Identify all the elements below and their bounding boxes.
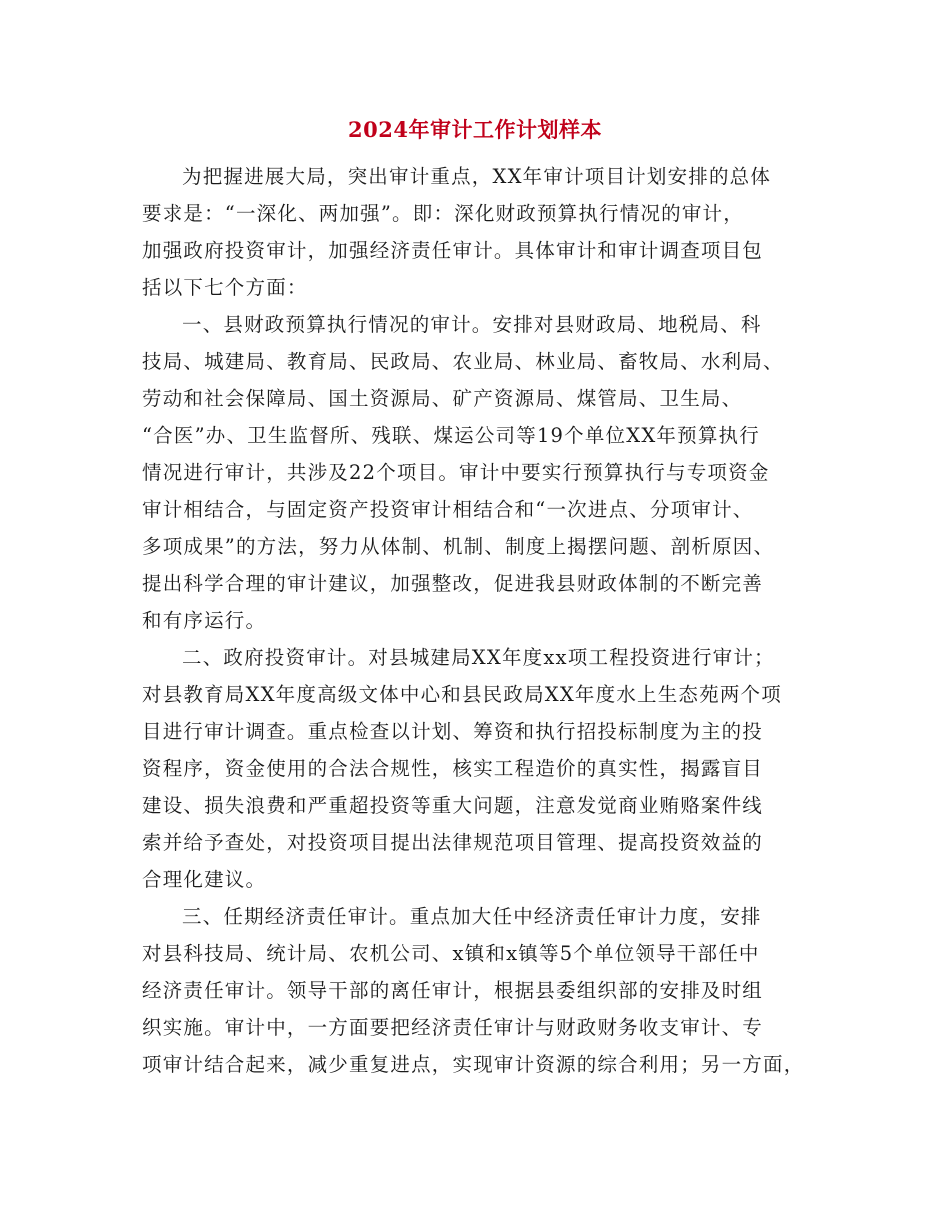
paragraph-line: 审计相结合，与固定资产投资审计相结合和“一次进点、分项审计、 [142, 498, 754, 521]
paragraph-line: 和有序运行。 [142, 609, 267, 632]
paragraph-line: 资程序，资金使用的合法合规性，核实工程造价的真实性，揭露盲目 [142, 757, 764, 780]
paragraph-line: 索并给予查处，对投资项目提出法律规范项目管理、提高投资效益的 [142, 831, 764, 854]
paragraph-line: 对县科技局、统计局、农机公司、x镇和x镇等5个单位领导干部任中 [142, 942, 760, 965]
document-title: 2024年审计工作计划样本 [348, 117, 602, 142]
paragraph-line: 技局、城建局、教育局、民政局、农业局、林业局、畜牧局、水利局、 [142, 350, 784, 373]
paragraph-first-line: 一、县财政预算执行情况的审计。安排对县财政局、地税局、科 [182, 313, 762, 336]
paragraph-line: 目进行审计调查。重点检查以计划、筹资和执行招投标制度为主的投 [142, 720, 764, 743]
paragraph-line: 建设、损失浪费和严重超投资等重大问题，注意发觉商业贿赂案件线 [142, 794, 764, 817]
paragraph-line: 织实施。审计中，一方面要把经济责任审计与财政财务收支审计、专 [142, 1016, 764, 1039]
paragraph-line: 括以下七个方面： [142, 276, 308, 299]
paragraph-first-line: 三、任期经济责任审计。重点加大任中经济责任审计力度，安排 [182, 905, 762, 928]
paragraph-line: 劳动和社会保障局、国土资源局、矿产资源局、煤管局、卫生局、 [142, 387, 743, 410]
paragraph-line: 提出科学合理的审计建议，加强整改，促进我县财政体制的不断完善 [142, 572, 764, 595]
paragraph-first-line: 为把握进展大局，突出审计重点，XX年审计项目计划安排的总体 [182, 165, 772, 188]
document-body [142, 158, 822, 1083]
paragraph-line: 情况进行审计，共涉及22个项目。审计中要实行预算执行与专项资金 [142, 461, 770, 484]
paragraph-line: 项审计结合起来，减少重复进点，实现审计资源的综合利用；另一方面， [142, 1053, 805, 1076]
paragraph-first-line: 二、政府投资审计。对县城建局XX年度xx项工程投资进行审计； [182, 646, 775, 669]
paragraph-line: 要求是：“一深化、两加强”。即：深化财政预算执行情况的审计， [142, 202, 744, 225]
paragraph-line: 加强政府投资审计，加强经济责任审计。具体审计和审计调查项目包 [142, 239, 764, 262]
paragraph-line: “合医”办、卫生监督所、残联、煤运公司等19个单位XX年预算执行 [142, 424, 760, 447]
paragraph-line: 多项成果”的方法，努力从体制、机制、制度上揭摆问题、剖析原因、 [142, 535, 775, 558]
paragraph-line: 经济责任审计。领导干部的离任审计，根据县委组织部的安排及时组 [142, 979, 764, 1002]
paragraph-line: 对县教育局XX年度高级文体中心和县民政局XX年度水上生态苑两个项 [142, 683, 782, 706]
paragraph-line: 合理化建议。 [142, 868, 267, 891]
